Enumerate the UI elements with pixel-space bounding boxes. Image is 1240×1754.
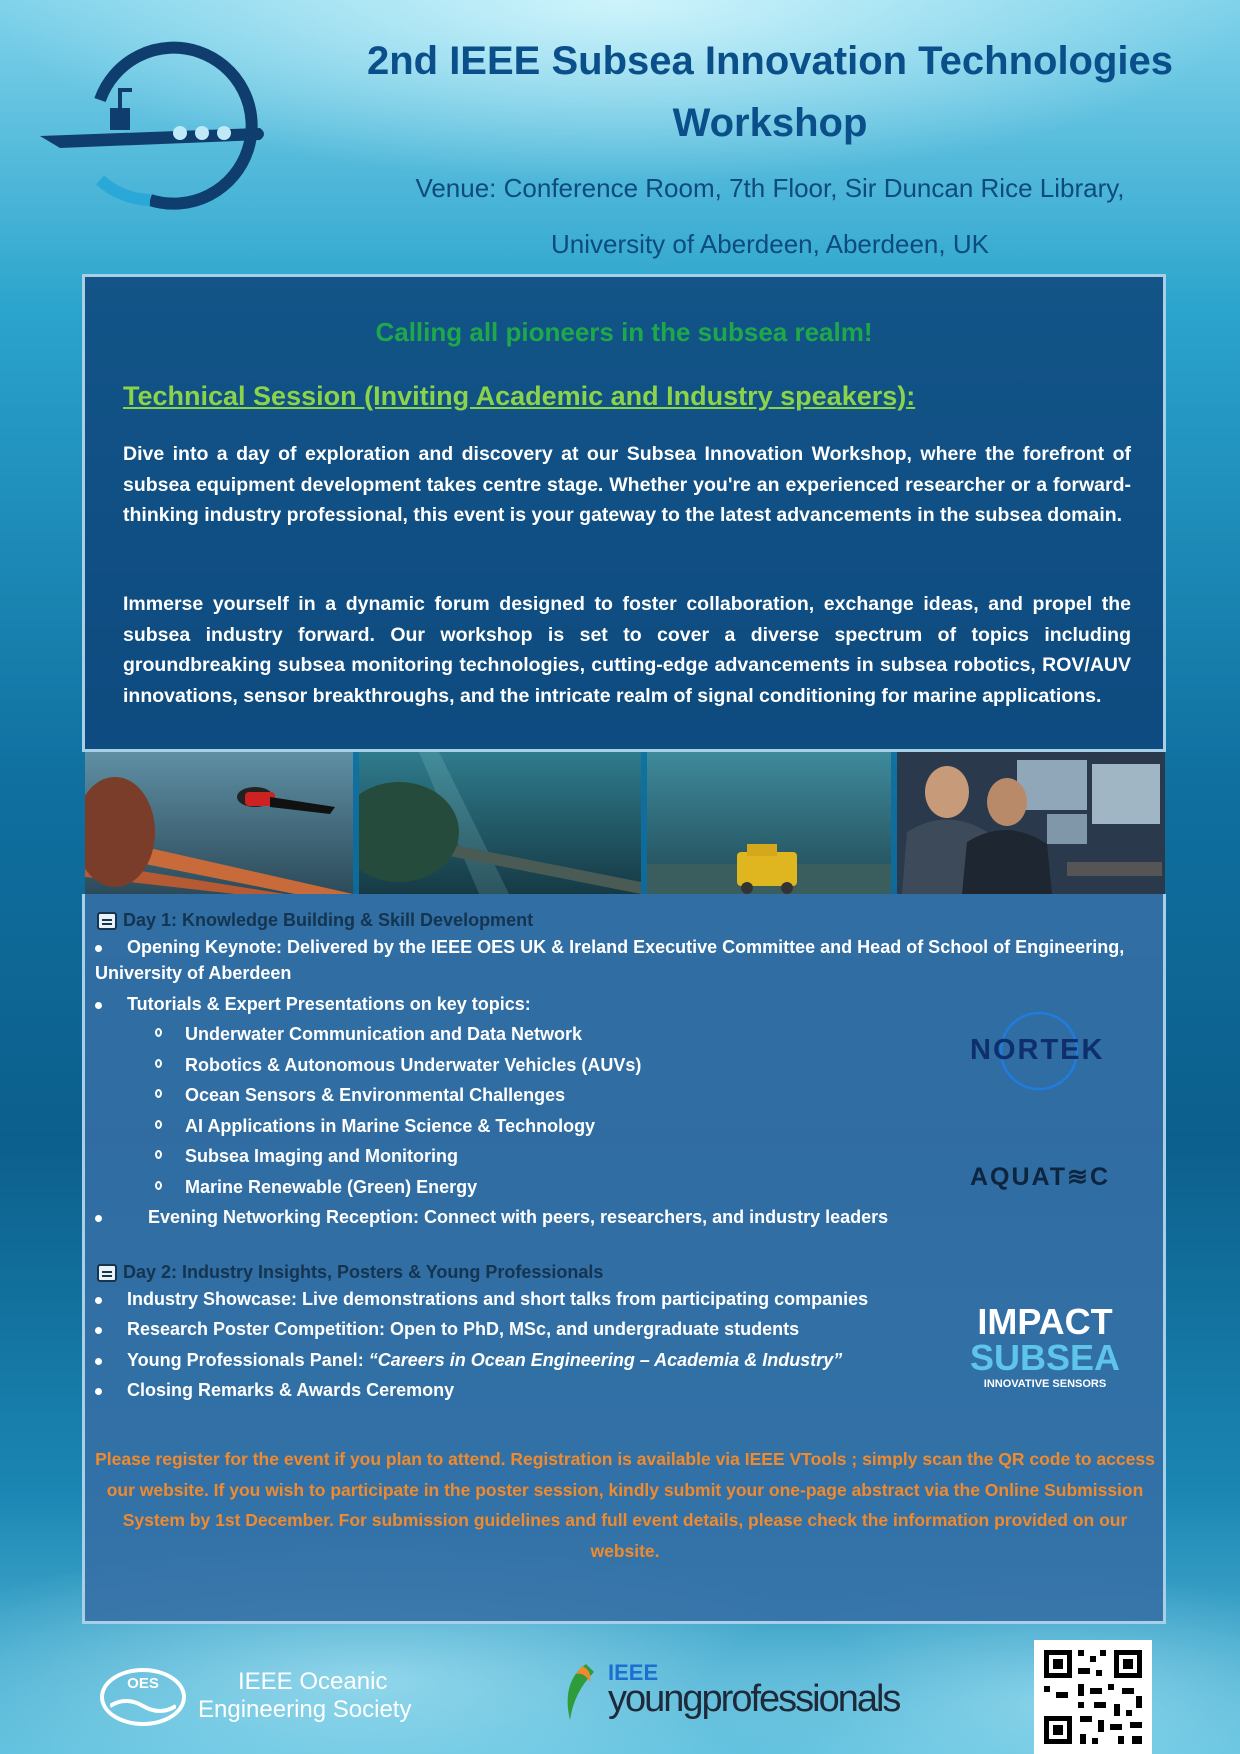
wave-icon (110, 1696, 176, 1716)
yp-text: youngprofessionals (608, 1678, 900, 1720)
day1-heading-text: Day 1: Knowledge Building & Skill Development (123, 910, 534, 930)
venue-line-1: Venue: Conference Room, 7th Floor, Sir Duncan Rice Library, (415, 173, 1125, 203)
ring-bullet-icon (155, 1181, 162, 1190)
calling-heading: Calling all pioneers in the subsea realm! (375, 317, 873, 347)
oes-name (198, 1668, 411, 1724)
venue (330, 160, 1210, 272)
topic-item: Ocean Sensors & Environmental Challenges (185, 1085, 566, 1105)
panel-item (127, 1347, 842, 1373)
ring-bullet-icon (155, 1059, 162, 1068)
oes-wave-icon (100, 1668, 186, 1726)
control-room-photo (897, 752, 1165, 894)
impact-text: IMPACT (977, 1301, 1113, 1342)
keynote-line-2: University of Aberdeen (95, 963, 292, 983)
intro-paragraph-1: Dive into a day of exploration and discovery at our Subsea Innovation Workshop, where the forefront of subsea equipment development takes centre stage. Whether you're an experienced researcher or a forward-thinking industry professional, this event is your gateway to the latest advancements in the subsea domain. (123, 443, 1131, 526)
keynote-item (95, 934, 1155, 986)
poster-item: Research Poster Competition: Open to PhD, MSc, and undergraduate students (127, 1319, 800, 1339)
ieee-young-professionals-logo (556, 1656, 936, 1726)
ring-bullet-icon (155, 1120, 162, 1129)
calendar-icon (97, 912, 117, 930)
bullet-icon (95, 1215, 102, 1222)
day2-heading-text: Day 2: Industry Insights, Posters & Young Professionals (123, 1262, 604, 1282)
agenda-panel (82, 894, 1166, 1624)
day2-heading (97, 1262, 603, 1283)
qr-code-icon[interactable] (1034, 1640, 1152, 1754)
panel-title: “Careers in Ocean Engineering – Academia & Industry” (368, 1350, 843, 1370)
calendar-icon (97, 1264, 117, 1282)
registration-note: Please register for the event if you plan to attend. Registration is available via IEEE VTools ; simply scan the QR code to access our website. If you wish to participate in the poster session, kindly submit your one-page abstract via the Online Submission System by 1st December. For submission guidelines and full event details, please check the information provided on our website. (95, 1449, 1155, 1561)
bullet-icon (95, 1358, 102, 1365)
diver-pipeline-photo (85, 752, 353, 894)
keynote-line-1: Opening Keynote: Delivered by the IEEE OES UK & Ireland Executive Committee and Head of School of Engineering, (127, 937, 1125, 957)
session-heading: Technical Session (Inviting Academic and Industry speakers): (123, 381, 916, 411)
oes-line-2: Engineering Society (198, 1696, 412, 1723)
topic-item: Robotics & Autonomous Underwater Vehicles (AUVs) (185, 1055, 642, 1075)
topic-item: Underwater Communication and Data Network (185, 1024, 583, 1044)
aquatec-logo: AQUAT≋C (970, 1163, 1111, 1191)
topic-item: Marine Renewable (Green) Energy (185, 1177, 478, 1197)
bullet-icon (95, 1388, 102, 1395)
rov-photo (647, 752, 891, 894)
intro-panel (82, 274, 1166, 752)
bullet-icon (95, 1327, 102, 1334)
networking-item: Evening Networking Reception: Connect with peers, researchers, and industry leaders (148, 1207, 889, 1227)
closing-item: Closing Remarks & Awards Ceremony (127, 1380, 455, 1400)
yp-swoosh-icon (556, 1662, 596, 1722)
bullet-icon (95, 1002, 102, 1009)
day1-heading (97, 910, 533, 931)
intro-paragraph-2: Immerse yourself in a dynamic forum designed to foster collaboration, exchange ideas, and propel the subsea industry forward. Our workshop is set to cover a diverse spectrum of topics including groundbreaking subsea monitoring technologies, cutting-edge advancements in subsea robotics, ROV/AUV innovations, sensor breakthroughs, and the intricate realm of signal conditioning for marine applications. (123, 593, 1131, 707)
photo-strip (85, 752, 1165, 894)
oes-badge-text: OES (127, 1675, 159, 1692)
oes-logo (100, 1664, 430, 1728)
underwater-pipeline-photo (359, 752, 641, 894)
impact-subsea-logo (970, 1301, 1121, 1390)
ring-bullet-icon (155, 1089, 162, 1098)
tutorials-item: Tutorials & Expert Presentations on key topics: (127, 994, 531, 1014)
topic-item: AI Applications in Marine Science & Technology (185, 1116, 596, 1136)
page-title: 2nd IEEE Subsea Innovation Technologies Workshop (366, 39, 1174, 145)
ring-bullet-icon (155, 1028, 162, 1037)
panel-prefix: Young Professionals Panel: (127, 1350, 369, 1370)
ring-bullet-icon (155, 1150, 162, 1159)
venue-line-2: University of Aberdeen, Aberdeen, UK (551, 229, 989, 259)
topic-item: Subsea Imaging and Monitoring (185, 1146, 459, 1166)
yp-ieee-text: IEEE (608, 1660, 659, 1685)
submarine-logo-icon (40, 40, 280, 210)
subsea-text: SUBSEA (970, 1337, 1121, 1378)
nortek-text: NORTEK (970, 1034, 1105, 1066)
showcase-item: Industry Showcase: Live demonstrations and short talks from participating companies (127, 1289, 869, 1309)
bullet-icon (95, 1297, 102, 1304)
nortek-logo (970, 1010, 1105, 1092)
innovative-sensors-text: INNOVATIVE SENSORS (983, 1378, 1107, 1390)
oes-line-1: IEEE Oceanic (238, 1668, 388, 1695)
